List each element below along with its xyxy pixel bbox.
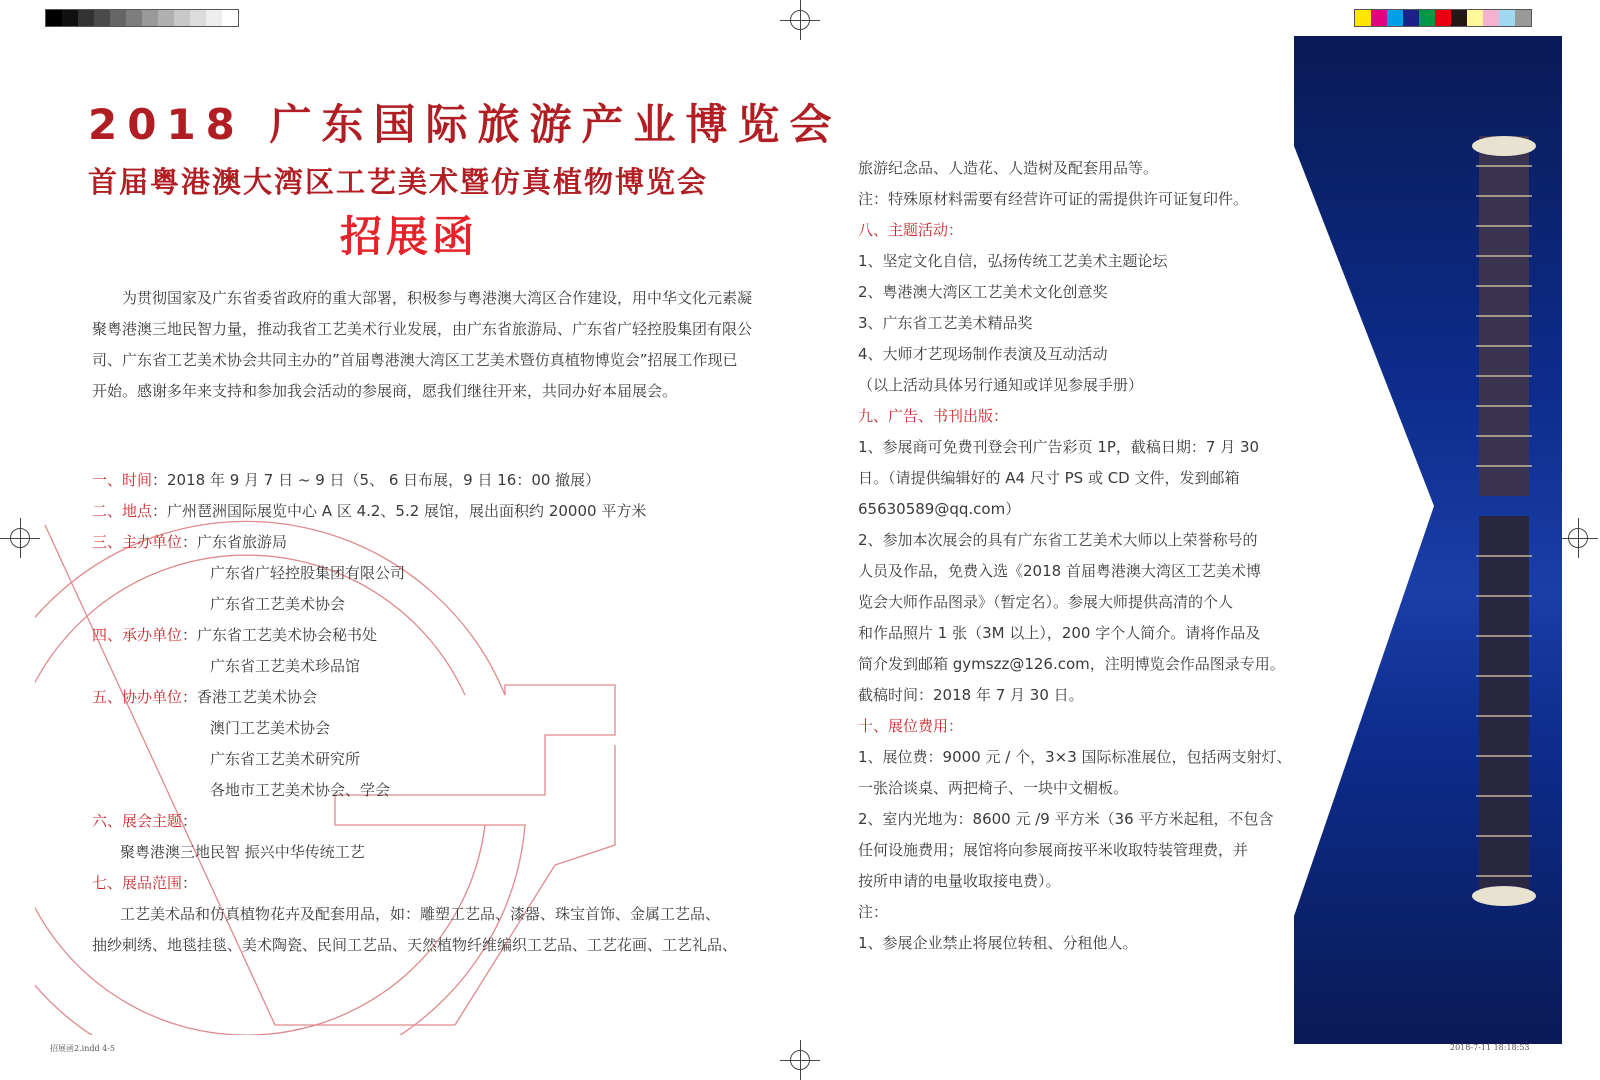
text-line — [858, 711, 963, 742]
section-label: 五、协办单位 — [92, 688, 183, 706]
section-text: 1、坚定文化自信，弘扬传统工艺美术主题论坛 — [858, 252, 1168, 270]
section-text: ：广东省工艺美术协会秘书处 — [182, 626, 378, 644]
text-line — [92, 496, 646, 527]
section-text: ：香港工艺美术协会 — [182, 688, 318, 706]
section-text: 一张洽谈桌、两把椅子、一块中文楣板。 — [858, 779, 1129, 797]
section-text: （以上活动具体另行通知或详见参展手册） — [858, 376, 1144, 394]
text-line — [210, 651, 360, 682]
text-line — [858, 680, 1084, 711]
section-text: 65630589@qq.com） — [858, 500, 1021, 518]
text-line — [858, 463, 1240, 494]
registration-mark-left — [0, 518, 40, 558]
section-text: ：广东省旅游局 — [182, 533, 288, 551]
section-text: ：广州琶洲国际展览中心 A 区 4.2、5.2 展馆，展出面积约 20000 平方米 — [152, 502, 647, 520]
text-line — [120, 899, 720, 930]
page-title-letter: 招展函 — [340, 212, 479, 261]
text-line — [92, 527, 287, 558]
page-title-sub: 首届粤港澳大湾区工艺美术暨仿真植物博览会 — [88, 165, 709, 199]
section-text: 1、参展企业禁止将展位转租、分租他人。 — [858, 934, 1138, 952]
section-label: 七、展品范围 — [92, 874, 183, 892]
section-text: 任何设施费用；展馆将向参展商按平米收取特装管理费，并 — [858, 841, 1249, 859]
text-line — [858, 804, 1273, 835]
text-line — [210, 558, 405, 589]
text-line — [92, 465, 600, 496]
section-label: 四、承办单位 — [92, 626, 183, 644]
text-line — [858, 866, 1061, 897]
text-line — [858, 587, 1233, 618]
text-line — [858, 773, 1128, 804]
text-line — [858, 184, 1248, 215]
text-line — [858, 494, 1020, 525]
text-line — [858, 401, 1008, 432]
text-line — [858, 649, 1285, 680]
section-text: ： — [182, 812, 198, 830]
section-text: 工艺美术品和仿真植物花卉及配套用品，如：雕塑工艺品、漆器、珠宝首饰、金属工艺品、 — [120, 905, 721, 923]
text-line — [858, 370, 1143, 401]
registration-mark-top — [780, 0, 820, 40]
text-line — [858, 215, 963, 246]
registration-mark-right — [1558, 518, 1598, 558]
section-label: 一、时间 — [92, 471, 153, 489]
section-text: 各地市工艺美术协会、学会 — [210, 781, 391, 799]
section-text: 2、粤港澳大湾区工艺美术文化创意奖 — [858, 283, 1108, 301]
text-line — [858, 618, 1260, 649]
text-line — [210, 744, 360, 775]
page-title-main: 2018 广东国际旅游产业博览会 — [88, 100, 842, 149]
building-photo-panel — [1294, 36, 1562, 1044]
section-text: 广东省广轻控股集团有限公司 — [210, 564, 406, 582]
section-text: 抽纱刺绣、地毯挂毯、美术陶瓷、民间工艺品、天然植物纤维编织工艺品、工艺花画、工艺礼品、 — [92, 936, 738, 954]
section-label: 八、主题活动： — [858, 221, 964, 239]
text-line — [92, 930, 737, 961]
gray-calibration-strip — [45, 9, 239, 27]
section-text: 简介发到邮箱 gymszz@126.com，注明博览会作品图录专用。 — [858, 655, 1285, 673]
section-text: ： — [182, 874, 198, 892]
section-text: 澳门工艺美术协会 — [210, 719, 331, 737]
section-label: 十、展位费用： — [858, 717, 964, 735]
text-line — [858, 153, 1158, 184]
text-line — [858, 897, 888, 928]
section-label: 九、广告、书刊出版： — [858, 407, 1009, 425]
text-line — [92, 620, 377, 651]
text-line — [120, 837, 365, 868]
text-line — [210, 589, 345, 620]
text-line — [858, 246, 1168, 277]
text-line — [210, 713, 330, 744]
section-text: 览会大师作品图录》（暂定名）。参展大师提供高清的个人 — [858, 593, 1234, 611]
text-line — [92, 682, 317, 713]
section-text: 人员及作品，免费入选《2018 首届粤港澳大湾区工艺美术博 — [858, 562, 1261, 580]
footer-timestamp: 2018-7-11 18:18:53 — [1450, 1043, 1530, 1052]
building-photo — [1294, 36, 1562, 1044]
section-label: 三、主办单位 — [92, 533, 183, 551]
section-text: 和作品照片 1 张（3M 以上），200 字个人简介。请将作品及 — [858, 624, 1261, 642]
color-calibration-strip — [1354, 9, 1532, 27]
text-line — [858, 339, 1108, 370]
footer-file-info: 招展函2.indd 4-5 — [50, 1044, 116, 1053]
section-label: 六、展会主题 — [92, 812, 183, 830]
section-text: 1、参展商可免费刊登会刊广告彩页 1P，截稿日期：7 月 30 — [858, 438, 1260, 456]
registration-mark-bottom — [780, 1040, 820, 1080]
text-line — [858, 742, 1292, 773]
section-text: ：2018 年 9 月 7 日 ~ 9 日（5、 6 日布展，9 日 16：00 撤展） — [152, 471, 601, 489]
section-text: 广东省工艺美术珍品馆 — [210, 657, 361, 675]
section-text: 广东省工艺美术协会 — [210, 595, 346, 613]
section-text: 聚粤港澳三地民智 振兴中华传统工艺 — [120, 843, 365, 861]
section-text: 1、展位费：9000 元 / 个，3×3 国际标准展位，包括两支射灯、 — [858, 748, 1292, 766]
text-line — [210, 775, 390, 806]
section-text: 3、广东省工艺美术精品奖 — [858, 314, 1033, 332]
section-text: 注： — [858, 903, 889, 921]
intro-paragraph: 为贯彻国家及广东省委省政府的重大部署，积极参与粤港澳大湾区合作建设，用中华文化元素凝聚粤港澳三地民智力量，推动我省工艺美术行业发展，由广东省旅游局、广东省广轻控股集团有限公司、广东省工艺美术协会共同主办的”首届粤港澳大湾区工艺美术暨仿真植物博览会”招展工作现已开始。感谢多年来支持和参加我会活动的参展商，愿我们继往开来，共同办好本届展会。 — [92, 289, 753, 400]
section-text: 旅游纪念品、人造花、人造树及配套用品等。 — [858, 159, 1159, 177]
text-line — [858, 835, 1248, 866]
section-text: 2、参加本次展会的具有广东省工艺美术大师以上荣誉称号的 — [858, 531, 1258, 549]
section-text: 2、室内光地为：8600 元 /9 平方米（36 平方米起租，不包含 — [858, 810, 1274, 828]
section-text: 注：特殊原材料需要有经营许可证的需提供许可证复印件。 — [858, 190, 1249, 208]
section-label: 二、地点 — [92, 502, 153, 520]
text-line — [858, 432, 1259, 463]
section-text: 日。（请提供编辑好的 A4 尺寸 PS 或 CD 文件，发到邮箱 — [858, 469, 1240, 487]
text-line — [858, 277, 1108, 308]
section-text: 广东省工艺美术研究所 — [210, 750, 361, 768]
section-text: 按所申请的电量收取接电费）。 — [858, 872, 1061, 890]
section-text: 4、大师才艺现场制作表演及互动活动 — [858, 345, 1108, 363]
text-line — [92, 868, 197, 899]
text-line — [858, 525, 1258, 556]
text-line — [858, 928, 1138, 959]
section-text: 截稿时间：2018 年 7 月 30 日。 — [858, 686, 1084, 704]
text-line — [858, 556, 1261, 587]
text-line — [92, 806, 197, 837]
text-line — [858, 308, 1033, 339]
